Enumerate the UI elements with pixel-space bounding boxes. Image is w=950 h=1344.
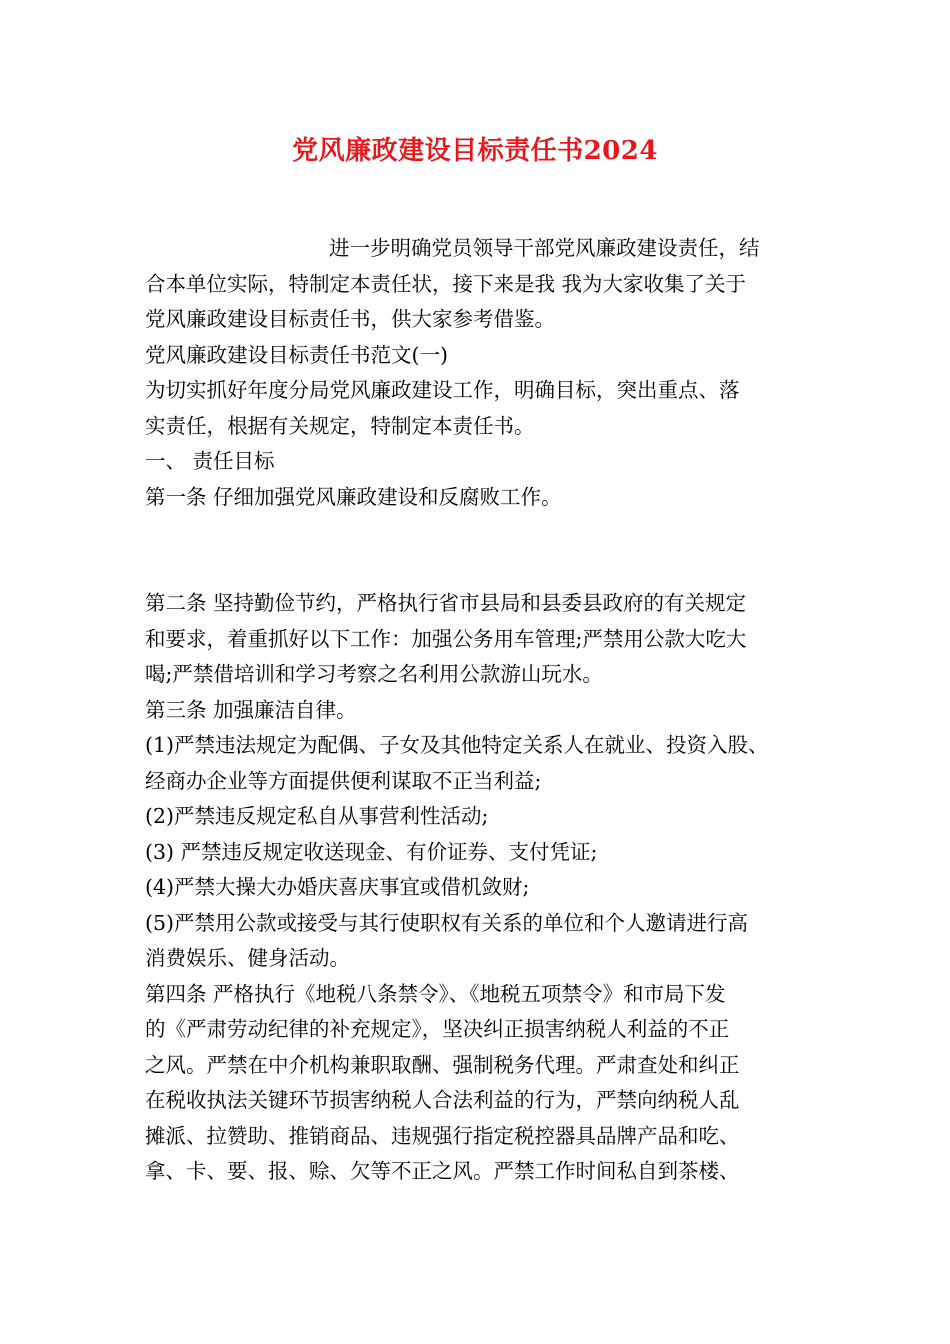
intro-line: 党风廉政建设目标责任书，供大家参考借鉴。 [145, 307, 555, 331]
paragraph-gap [145, 515, 815, 586]
paragraph-line: 在税收执法关键环节损害纳税人合法利益的行为，严禁向纳税人乱 [145, 1088, 740, 1112]
list-item-line: (2)严禁违反规定私自从事营利性活动; [145, 804, 489, 828]
paragraph-line: 拿、卡、要、报、赊、欠等不正之风。严禁工作时间私自到茶楼、 [145, 1159, 740, 1183]
section-heading: 党风廉政建设目标责任书范文(一) [145, 342, 448, 367]
intro-line: 合本单位实际，特制定本责任状，接下来是我 我为大家收集了关于 [145, 271, 747, 296]
list-item-line: 经商办企业等方面提供便利谋取不正当利益; [145, 768, 542, 793]
document-body [145, 231, 815, 1190]
paragraph-line: 摊派、拉赞助、推销商品、违规强行指定税控器具品牌产品和吃、 [145, 1123, 740, 1148]
article-line: 第四条 严格执行《地税八条禁令》、《地税五项禁令》和市局下发 [145, 981, 726, 1006]
article-line: 第二条 坚持勤俭节约，严格执行省市县局和县委县政府的有关规定 [145, 591, 747, 615]
paragraph-line: 和要求，着重抓好以下工作：加强公务用车管理;严禁用公款大吃大 [145, 626, 747, 651]
paragraph-line: 实责任，根据有关规定，特制定本责任书。 [145, 413, 535, 438]
list-item-line: 消费娱乐、健身活动。 [145, 946, 350, 970]
list-item-line: (5)严禁用公款或接受与其行使职权有关系的单位和个人邀请进行高 [145, 910, 749, 935]
list-item-line: (1)严禁违法规定为配偶、子女及其他特定关系人在就业、投资入股、 [145, 733, 769, 757]
document-title: 党风廉政建设目标责任书2024 [292, 136, 658, 166]
article-line: 第三条 加强廉洁自律。 [145, 697, 357, 722]
paragraph-line: 的《严肃劳动纪律的补充规定》，坚决纠正损害纳税人利益的不正 [145, 1017, 730, 1041]
subsection-heading: 一、 责任目标 [145, 449, 275, 473]
paragraph-line: 为切实抓好年度分局党风廉政建设工作，明确目标，突出重点、落 [145, 378, 740, 402]
list-item-line: (4)严禁大操大办婚庆喜庆事宜或借机敛财; [145, 875, 530, 899]
article-line: 第一条 仔细加强党风廉政建设和反腐败工作。 [145, 484, 562, 509]
intro-line: 进一步明确党员领导干部党风廉政建设责任，结 [329, 236, 760, 260]
list-item-line: (3) 严禁违反规定收送现金、有价证券、支付凭证; [145, 839, 598, 864]
paragraph-line: 之风。严禁在中介机构兼职取酬、强制税务代理。严肃查处和纠正 [145, 1052, 740, 1077]
paragraph-line: 喝;严禁借培训和学习考察之名利用公款游山玩水。 [145, 662, 603, 686]
